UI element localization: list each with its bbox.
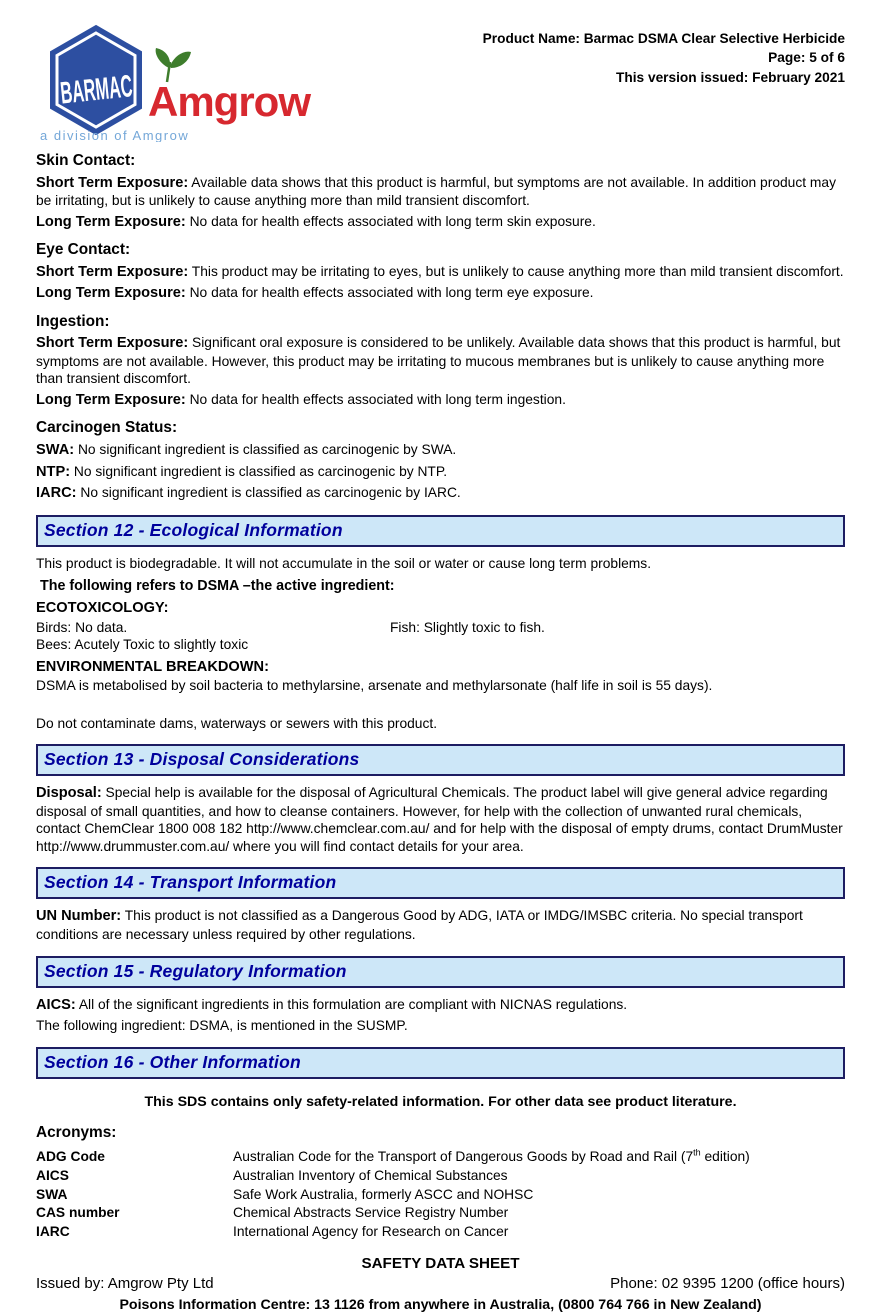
acronym-term: IARC xyxy=(36,1223,70,1239)
acronyms-heading: Acronyms: xyxy=(36,1123,117,1141)
short-term-label: Short Term Exposure: xyxy=(36,174,189,191)
section-13-header: Section 13 - Disposal Considerations xyxy=(36,744,845,776)
amgrow-logo-text: Amgrow xyxy=(148,78,310,125)
carcinogen-iarc xyxy=(36,484,845,503)
long-term-text: No data for health effects associated with long term eye exposure. xyxy=(189,285,594,301)
disposal-label: Disposal: xyxy=(36,785,102,802)
acronym-row xyxy=(36,1148,845,1167)
short-term-text: Significant oral exposure is considered to be unlikely. Available data shows that this product is harmful, but symptoms are not available. However, this product may be irritating to mucous membranes but is unlikely to cause anything more than transient discomfort. xyxy=(36,335,841,387)
ntp-text: No significant ingredient is classified as carcinogenic by NTP. xyxy=(73,463,448,479)
header-meta xyxy=(483,24,845,87)
carcinogen-swa xyxy=(36,441,845,460)
eye-short-term xyxy=(36,263,845,282)
ntp-label: NTP: xyxy=(36,463,71,480)
un-number-paragraph xyxy=(36,907,845,943)
acronym-term: ADG Code xyxy=(36,1149,105,1165)
issued-by: Issued by: Amgrow Pty Ltd xyxy=(36,1274,214,1292)
disposal-paragraph xyxy=(36,784,845,855)
swa-text: No significant ingredient is classified as carcinogenic by SWA. xyxy=(77,441,457,457)
environmental-breakdown-heading: ENVIRONMENTAL BREAKDOWN: xyxy=(36,658,269,675)
long-term-text: No data for health effects associated with long term skin exposure. xyxy=(189,213,596,229)
acronym-definition xyxy=(233,1148,845,1167)
susmp-line: The following ingredient: DSMA, is mentioned in the SUSMP. xyxy=(36,1018,408,1034)
page-header xyxy=(36,24,845,142)
aics-paragraph xyxy=(36,996,845,1015)
section-13-content xyxy=(36,784,845,855)
acronym-row xyxy=(36,1167,845,1186)
spacer xyxy=(36,698,845,715)
barmac-hexagon-icon xyxy=(51,26,182,134)
ingestion-short-term xyxy=(36,334,845,388)
un-number-text: This product is not classified as a Dangerous Good by ADG, IATA or IMDG/IMSBC criteria. No special transport conditions are necessary unless required by other regulations. xyxy=(36,908,803,942)
iarc-label: IARC: xyxy=(36,485,77,502)
acronym-definition: Australian Inventory of Chemical Substances xyxy=(233,1167,508,1183)
acronym-definition: International Agency for Research on Cancer xyxy=(233,1223,509,1239)
refers-to-dsma-line: The following refers to DSMA –the active ingredient: xyxy=(40,578,395,595)
division-tagline: a division of Amgrow xyxy=(40,128,190,142)
short-term-label: Short Term Exposure: xyxy=(36,263,189,280)
biodegradable-text: This product is biodegradable. It will not accumulate in the soil or water or cause long term problems. xyxy=(36,555,652,571)
ingestion-heading: Ingestion: xyxy=(36,312,110,330)
skin-contact-heading: Skin Contact: xyxy=(36,152,136,169)
short-term-label: Short Term Exposure: xyxy=(36,335,189,352)
section-15-content xyxy=(36,996,845,1035)
acronym-definition: Safe Work Australia, formerly ASCC and NOHSC xyxy=(233,1186,534,1202)
barmac-logo-text: BARMAC xyxy=(58,64,182,112)
section-15-header: Section 15 - Regulatory Information xyxy=(36,956,845,988)
carcinogen-ntp xyxy=(36,463,845,482)
long-term-label: Long Term Exposure: xyxy=(36,285,186,302)
long-term-text: No data for health effects associated with long term ingestion. xyxy=(189,391,566,407)
sds-notice: This SDS contains only safety-related information. For other data see product literature. xyxy=(144,1093,737,1110)
eye-contact-heading: Eye Contact: xyxy=(36,241,131,259)
barmac-amgrow-logo xyxy=(36,24,366,147)
skin-short-term xyxy=(36,174,845,210)
acronym-term: AICS xyxy=(36,1167,69,1183)
aics-label: AICS: xyxy=(36,996,76,1013)
issued-row xyxy=(36,1275,845,1292)
section-12-header: Section 12 - Ecological Information xyxy=(36,515,845,547)
sds-title: SAFETY DATA SHEET xyxy=(361,1254,520,1272)
section-12-content xyxy=(36,555,845,733)
ecotox-row xyxy=(36,619,845,637)
section-16-header: Section 16 - Other Information xyxy=(36,1047,845,1079)
short-term-text: This product may be irritating to eyes, but is unlikely to cause anything more than mild transient discomfort. xyxy=(191,263,844,279)
adg-def-sup: th xyxy=(693,1147,701,1158)
section-16-content xyxy=(36,1093,845,1242)
swa-label: SWA: xyxy=(36,441,75,458)
acronym-row xyxy=(36,1186,845,1205)
section-14-content xyxy=(36,907,845,943)
long-term-label: Long Term Exposure: xyxy=(36,391,186,408)
eye-long-term xyxy=(36,284,845,303)
carcinogen-status-heading: Carcinogen Status: xyxy=(36,419,178,437)
acronym-row xyxy=(36,1204,845,1223)
sprout-icon xyxy=(156,48,191,82)
version-issued: This version issued: February 2021 xyxy=(616,69,845,85)
health-effects-content xyxy=(36,151,845,503)
phone-number: Phone: 02 9395 1200 (office hours) xyxy=(610,1274,845,1292)
birds-value: Birds: No data. xyxy=(36,619,128,635)
contamination-warning: Do not contaminate dams, waterways or sewers with this product. xyxy=(36,715,438,731)
page-number: Page: 5 of 6 xyxy=(768,50,845,66)
adg-def-post: edition) xyxy=(700,1149,750,1165)
ecotoxicology-heading: ECOTOXICOLOGY: xyxy=(36,600,169,617)
aics-text: All of the significant ingredients in this formulation are compliant with NICNAS regulations. xyxy=(78,996,628,1012)
skin-long-term xyxy=(36,213,845,232)
iarc-text: No significant ingredient is classified as carcinogenic by IARC. xyxy=(80,485,461,501)
acronym-term: CAS number xyxy=(36,1205,120,1221)
section-14-header: Section 14 - Transport Information xyxy=(36,867,845,899)
un-number-label: UN Number: xyxy=(36,908,122,925)
adg-def-pre: Australian Code for the Transport of Dangerous Goods by Road and Rail (7 xyxy=(233,1149,694,1165)
short-term-text: Available data shows that this product is harmful, but symptoms are not available. In addition product may be irritating, but is unlikely to cause anything more than mild transient discomfort. xyxy=(36,174,836,209)
acronym-term: SWA xyxy=(36,1186,68,1202)
disposal-text: Special help is available for the disposal of Agricultural Chemicals. The product label will give general advice regarding disposal of small quantities, and how to cleanse containers. However, for help with the collection of unwanted rural chemicals, contact ChemClear 1800 008 182 http://www.chemclear.com.au/ and for help with the disposal of empty drums, contact DrumMuster http://www.drummuster.com.au/ where you will find contact details for your area. xyxy=(36,785,843,854)
logo-graphic xyxy=(36,24,366,142)
fish-value: Fish: Slightly toxic to fish. xyxy=(390,619,545,635)
bees-value: Bees: Acutely Toxic to slightly toxic xyxy=(36,637,249,653)
product-name: Product Name: Barmac DSMA Clear Selective Herbicide xyxy=(482,31,845,46)
acronym-definition: Chemical Abstracts Service Registry Number xyxy=(233,1205,509,1221)
acronym-row xyxy=(36,1223,845,1242)
poisons-information-line: Poisons Information Centre: 13 1126 from anywhere in Australia, (0800 764 766 in New Zealand) xyxy=(119,1296,762,1313)
ingestion-long-term xyxy=(36,391,845,410)
long-term-label: Long Term Exposure: xyxy=(36,213,186,230)
environmental-breakdown-text: DSMA is metabolised by soil bacteria to methylarsine, arsenate and methylarsonate (half life in soil is 55 days). xyxy=(36,678,713,694)
